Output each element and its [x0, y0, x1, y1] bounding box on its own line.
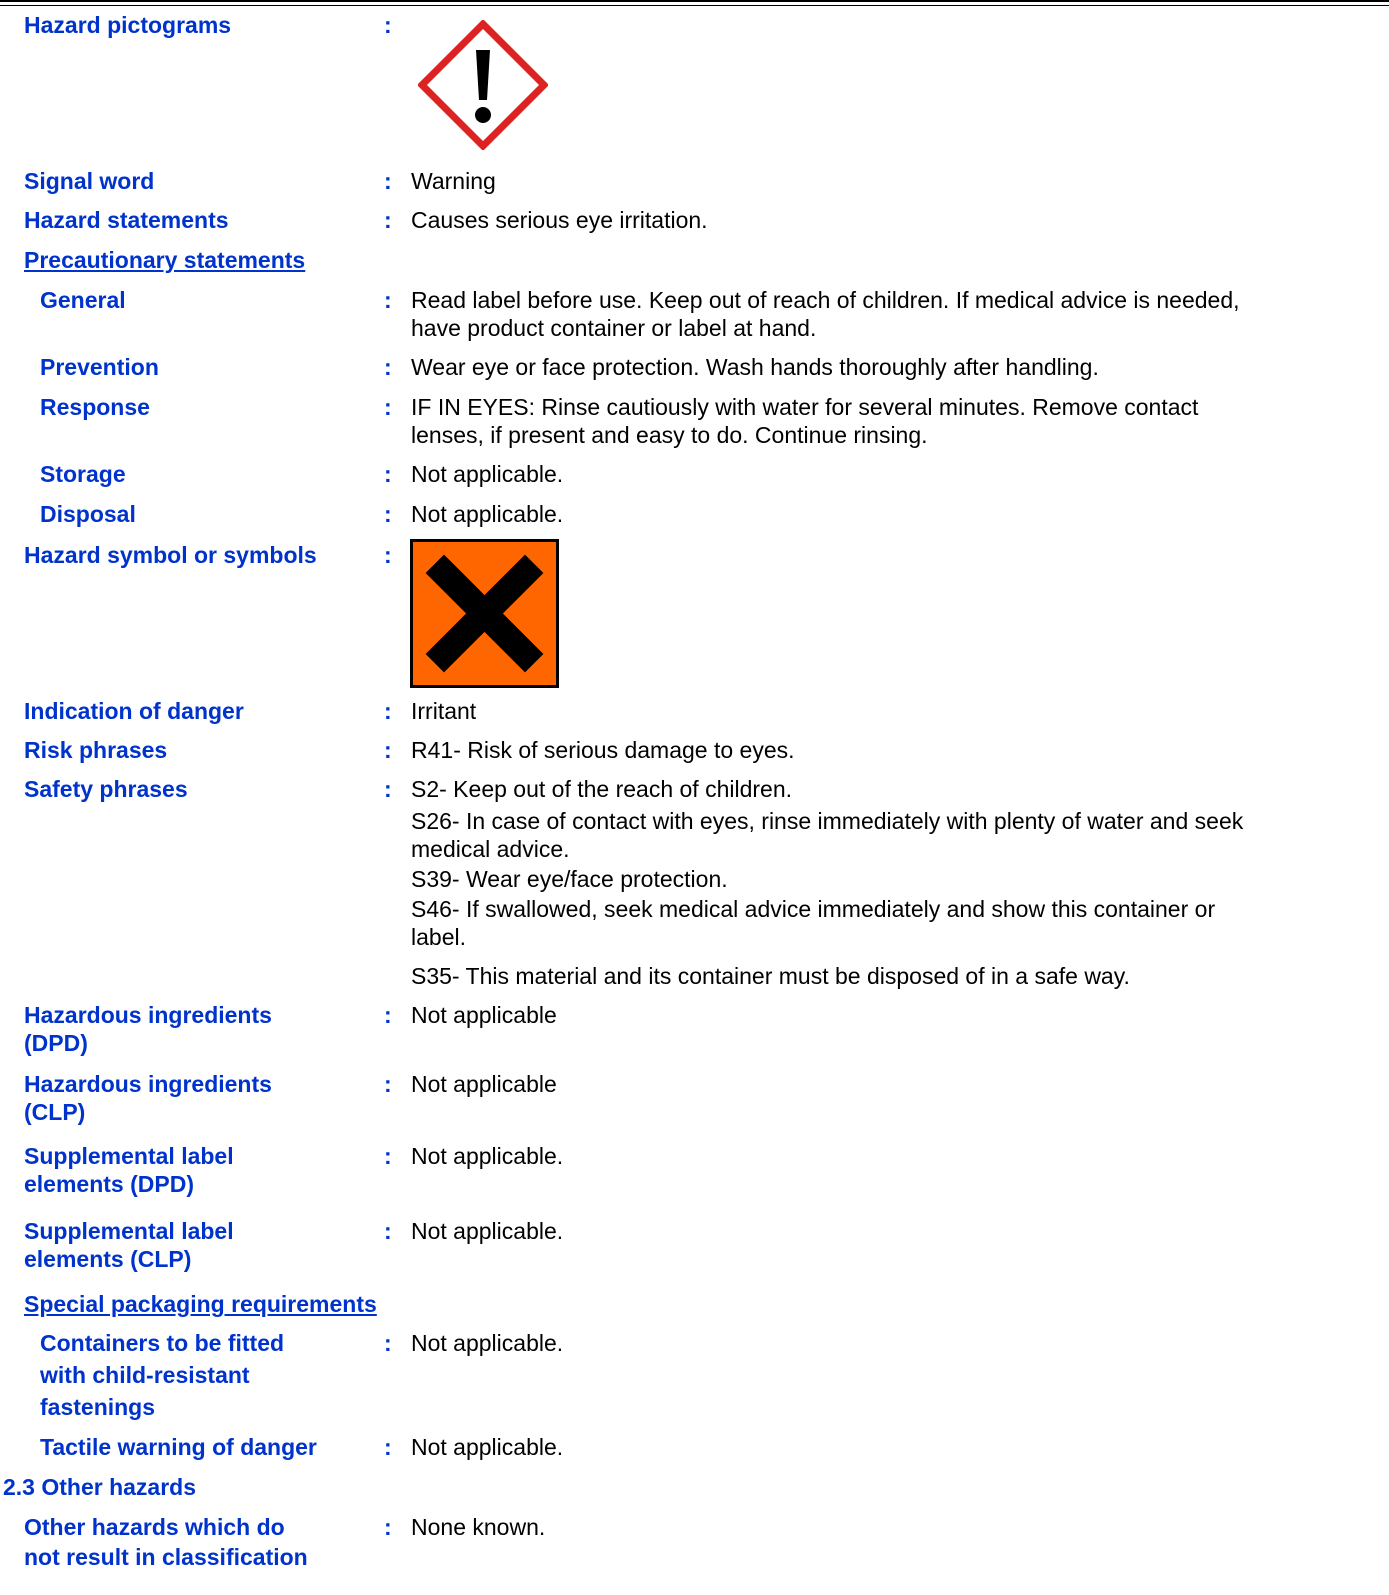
hazard-statements-value: Causes serious eye irritation. [411, 207, 708, 233]
exclamation-mark-diamond-icon [418, 20, 548, 150]
containers-label-line2: with child-resistant [40, 1362, 250, 1388]
other-hazards-colon: : [384, 1514, 392, 1540]
hazard-pictograms-label: Hazard pictograms [24, 12, 232, 38]
supplemental-dpd-label-line2: elements (DPD) [24, 1171, 194, 1197]
prevention-value: Wear eye or face protection. Wash hands thoroughly after handling. [411, 354, 1099, 380]
tactile-label: Tactile warning of danger [40, 1434, 317, 1460]
storage-label: Storage [40, 461, 126, 487]
hazard-symbols-colon: : [384, 542, 392, 568]
storage-value: Not applicable. [411, 461, 564, 487]
risk-phrases-label: Risk phrases [24, 737, 168, 763]
prevention-label: Prevention [40, 354, 159, 380]
hazardous-ingredients-clp-label-line1: Hazardous ingredients [24, 1071, 272, 1097]
other-hazards-label-line1: Other hazards which do [24, 1514, 285, 1540]
hazard-statements-label: Hazard statements [24, 207, 229, 233]
other-hazards-section-title: 2.3 Other hazards [3, 1474, 197, 1500]
containers-colon: : [384, 1330, 392, 1356]
safety-phrase-s35: S35- This material and its container must be disposed of in a safe way. [411, 963, 1130, 989]
other-hazards-label-line2: not result in classification [24, 1544, 308, 1570]
safety-phrase-s2: S2- Keep out of the reach of children. [411, 776, 793, 802]
supplemental-clp-value: Not applicable. [411, 1218, 564, 1244]
hazardous-ingredients-dpd-colon: : [384, 1002, 392, 1028]
general-colon: : [384, 287, 392, 313]
disposal-colon: : [384, 501, 392, 527]
signal-word-label: Signal word [24, 168, 155, 194]
disposal-label: Disposal [40, 501, 136, 527]
hazardous-ingredients-dpd-value: Not applicable [411, 1002, 557, 1028]
supplemental-dpd-value: Not applicable. [411, 1143, 564, 1169]
storage-colon: : [384, 461, 392, 487]
supplemental-dpd-label-line1: Supplemental label [24, 1143, 234, 1169]
risk-phrases-colon: : [384, 737, 392, 763]
top-rule [0, 0, 1389, 2]
special-packaging-header: Special packaging requirements [24, 1291, 377, 1317]
response-value-line2: lenses, if present and easy to do. Continue rinsing. [411, 422, 928, 448]
safety-phrase-s39: S39- Wear eye/face protection. [411, 866, 728, 892]
other-hazards-value: None known. [411, 1514, 546, 1540]
general-value-line1: Read label before use. Keep out of reach of children. If medical advice is needed, [411, 287, 1240, 313]
containers-label-line1: Containers to be fitted [40, 1330, 285, 1356]
safety-phrases-colon: : [384, 776, 392, 802]
hazard-pictograms-colon: : [384, 12, 392, 38]
response-value-line1: IF IN EYES: Rinse cautiously with water for several minutes. Remove contact [411, 394, 1199, 420]
risk-phrases-value: R41- Risk of serious damage to eyes. [411, 737, 795, 763]
general-label: General [40, 287, 126, 313]
disposal-value: Not applicable. [411, 501, 564, 527]
containers-value: Not applicable. [411, 1330, 564, 1356]
indication-of-danger-colon: : [384, 698, 392, 724]
response-colon: : [384, 394, 392, 420]
tactile-value: Not applicable. [411, 1434, 564, 1460]
hazard-statements-colon: : [384, 207, 392, 233]
signal-word-colon: : [384, 168, 392, 194]
supplemental-clp-colon: : [384, 1218, 392, 1244]
supplemental-clp-label-line1: Supplemental label [24, 1218, 234, 1244]
hazardous-ingredients-clp-value: Not applicable [411, 1071, 557, 1097]
containers-label-line3: fastenings [40, 1394, 156, 1420]
precautionary-statements-header: Precautionary statements [24, 247, 306, 273]
top-rule-thin [0, 5, 1389, 6]
hazardous-ingredients-dpd-label-line2: (DPD) [24, 1030, 88, 1056]
tactile-colon: : [384, 1434, 392, 1460]
signal-word-value: Warning [411, 168, 496, 194]
response-label: Response [40, 394, 150, 420]
safety-phrase-s26-line2: medical advice. [411, 836, 570, 862]
indication-of-danger-value: Irritant [411, 698, 477, 724]
safety-phrases-label: Safety phrases [24, 776, 188, 802]
indication-of-danger-label: Indication of danger [24, 698, 244, 724]
safety-phrase-s46-line2: label. [411, 924, 466, 950]
hazardous-ingredients-clp-colon: : [384, 1071, 392, 1097]
supplemental-clp-label-line2: elements (CLP) [24, 1246, 192, 1272]
safety-phrase-s26-line1: S26- In case of contact with eyes, rinse immediately with plenty of water and seek [411, 808, 1244, 834]
general-value-line2: have product container or label at hand. [411, 315, 817, 341]
irritant-x-icon [410, 539, 559, 688]
safety-phrase-s46-line1: S46- If swallowed, seek medical advice immediately and show this container or [411, 896, 1216, 922]
hazardous-ingredients-clp-label-line2: (CLP) [24, 1099, 86, 1125]
supplemental-dpd-colon: : [384, 1143, 392, 1169]
hazardous-ingredients-dpd-label-line1: Hazardous ingredients [24, 1002, 272, 1028]
hazard-symbols-label: Hazard symbol or symbols [24, 542, 317, 568]
prevention-colon: : [384, 354, 392, 380]
